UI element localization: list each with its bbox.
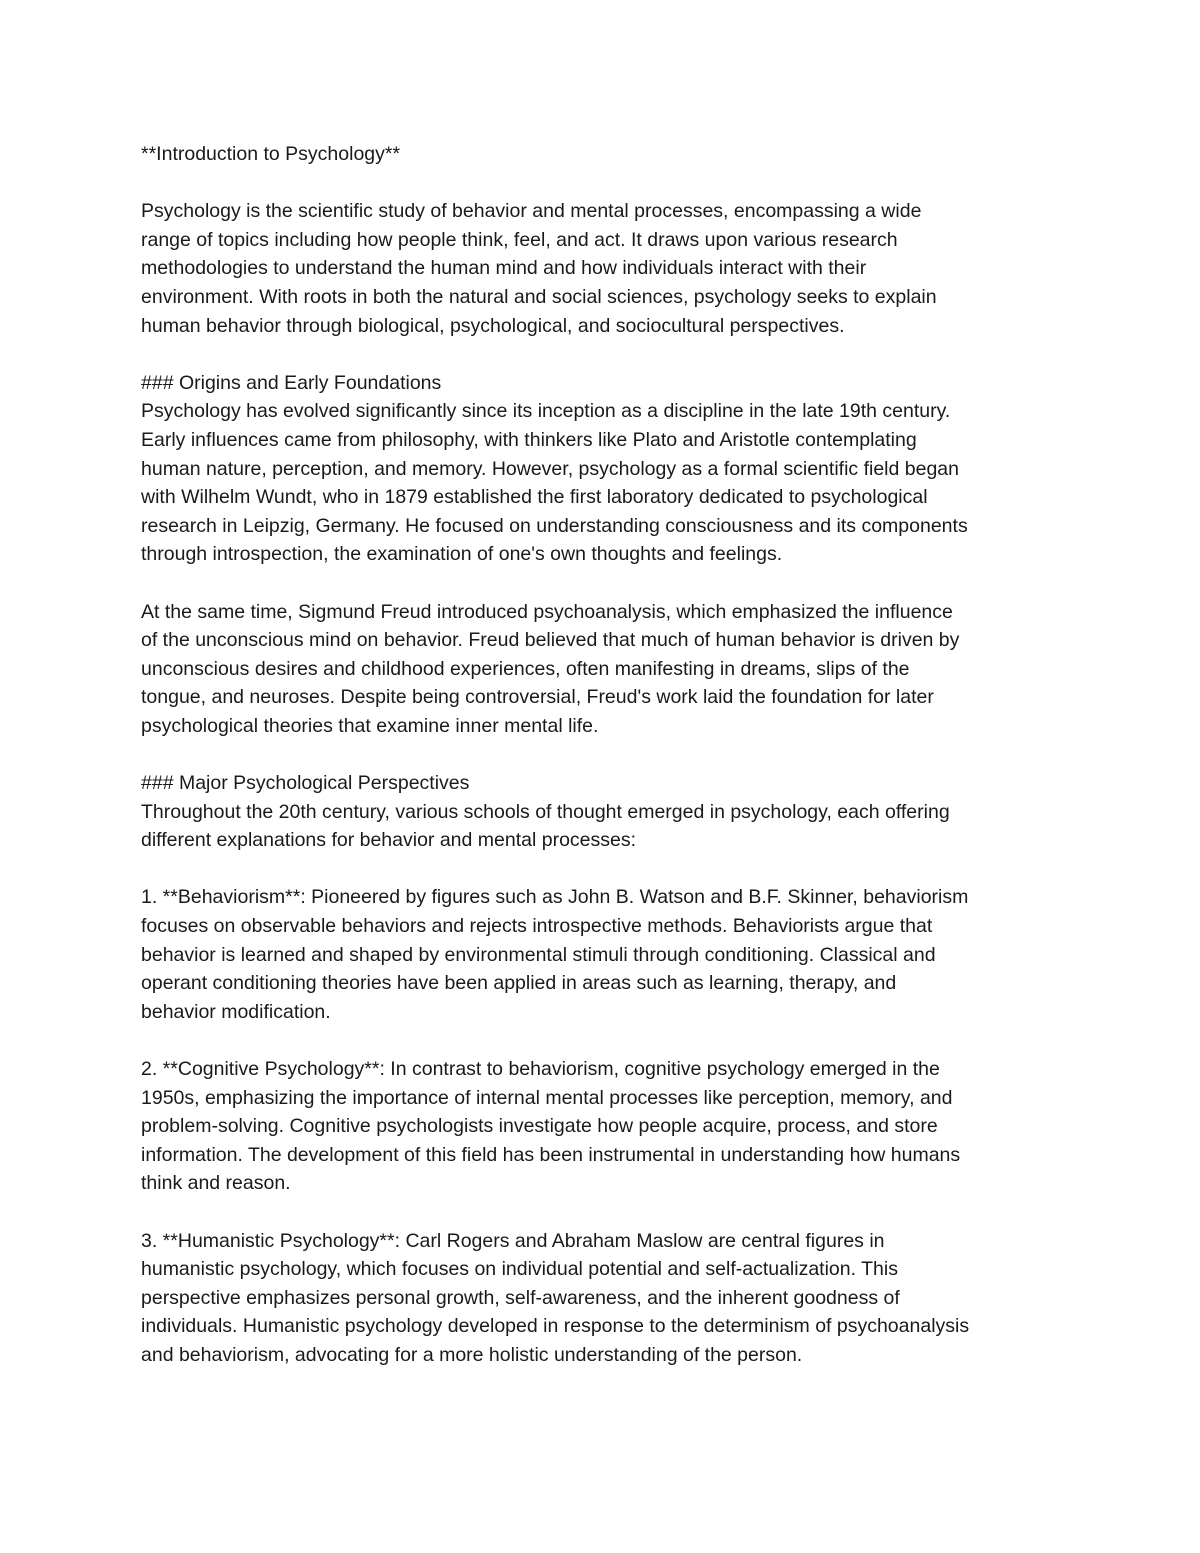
text-line: behavior modification. bbox=[141, 1000, 331, 1023]
text-line: 2. **Cognitive Psychology**: In contrast to behaviorism, cognitive psychology emerged in the bbox=[141, 1058, 940, 1080]
text-line: different explanations for behavior and mental processes: bbox=[141, 829, 637, 852]
text-line: Psychology has evolved significantly since its inception as a discipline in the late 19th century. bbox=[141, 400, 951, 423]
text-line: human behavior through biological, psychological, and sociocultural perspectives. bbox=[141, 314, 845, 337]
list-item-behaviorism bbox=[141, 883, 1076, 1026]
text-line: psychological theories that examine inner mental life. bbox=[141, 714, 599, 737]
text-line: Psychology is the scientific study of behavior and mental processes, encompassing a wide bbox=[141, 200, 922, 223]
text-line: Early influences came from philosophy, with thinkers like Plato and Aristotle contemplating bbox=[141, 428, 917, 451]
blank-line bbox=[141, 855, 1076, 884]
blank-line bbox=[141, 340, 1076, 369]
intro-paragraph bbox=[141, 197, 1076, 340]
list-item-cognitive bbox=[141, 1055, 1076, 1198]
text-line: focuses on observable behaviors and rejects introspective methods. Behaviorists argue that bbox=[141, 915, 933, 938]
blank-line bbox=[141, 1026, 1076, 1055]
text-line: individuals. Humanistic psychology developed in response to the determinism of psychoanalysis bbox=[141, 1315, 970, 1338]
text-line: research in Leipzig, Germany. He focused on understanding consciousness and its components bbox=[141, 514, 968, 537]
origins-paragraph-2 bbox=[141, 598, 1076, 741]
blank-line bbox=[141, 169, 1076, 198]
perspectives-heading bbox=[141, 769, 1076, 798]
text-line: 1. **Behaviorism**: Pioneered by figures such as John B. Watson and B.F. Skinner, behaviorism bbox=[141, 886, 969, 909]
origins-heading bbox=[141, 369, 1076, 398]
heading-line: ### Origins and Early Foundations bbox=[141, 371, 442, 394]
text-line: 1950s, emphasizing the importance of internal mental processes like perception, memory, and bbox=[141, 1086, 953, 1109]
text-line: problem-solving. Cognitive psychologists investigate how people acquire, process, and store bbox=[141, 1115, 938, 1138]
text-line: information. The development of this field has been instrumental in understanding how humans bbox=[141, 1143, 961, 1166]
text-line: humanistic psychology, which focuses on individual potential and self-actualization. This bbox=[141, 1258, 898, 1281]
text-line: behavior is learned and shaped by environmental stimuli through conditioning. Classical and bbox=[141, 943, 936, 966]
heading-line: ### Major Psychological Perspectives bbox=[141, 772, 470, 795]
text-line: of the unconscious mind on behavior. Freud believed that much of human behavior is driven by bbox=[141, 629, 960, 652]
text-line: unconscious desires and childhood experiences, often manifesting in dreams, slips of the bbox=[141, 657, 910, 680]
text-line: Throughout the 20th century, various schools of thought emerged in psychology, each offering bbox=[141, 800, 950, 823]
text-line: 3. **Humanistic Psychology**: Carl Rogers and Abraham Maslow are central figures in bbox=[141, 1229, 885, 1252]
text-line: think and reason. bbox=[141, 1172, 291, 1195]
text-line: through introspection, the examination of one's own thoughts and feelings. bbox=[141, 543, 783, 566]
text-line: with Wilhelm Wundt, who in 1879 established the first laboratory dedicated to psychological bbox=[141, 486, 928, 509]
perspectives-intro bbox=[141, 798, 1076, 855]
text-line: range of topics including how people think, feel, and act. It draws upon various research bbox=[141, 228, 898, 251]
list-item-humanistic bbox=[141, 1227, 1076, 1370]
title-line: **Introduction to Psychology** bbox=[141, 143, 401, 165]
text-line: tongue, and neuroses. Despite being controversial, Freud's work laid the foundation for later bbox=[141, 686, 934, 709]
text-line: methodologies to understand the human mind and how individuals interact with their bbox=[141, 257, 867, 280]
blank-line bbox=[141, 569, 1076, 598]
text-line: operant conditioning theories have been applied in areas such as learning, therapy, and bbox=[141, 972, 897, 995]
document-title bbox=[141, 140, 1076, 169]
document-body bbox=[141, 140, 1076, 1370]
blank-line bbox=[141, 740, 1076, 769]
blank-line bbox=[141, 1198, 1076, 1227]
text-line: perspective emphasizes personal growth, self-awareness, and the inherent goodness of bbox=[141, 1286, 900, 1309]
text-line: and behaviorism, advocating for a more holistic understanding of the person. bbox=[141, 1343, 803, 1366]
origins-paragraph-1 bbox=[141, 397, 1076, 569]
text-line: human nature, perception, and memory. However, psychology as a formal scientific field began bbox=[141, 457, 959, 480]
text-line: At the same time, Sigmund Freud introduced psychoanalysis, which emphasized the influence bbox=[141, 600, 953, 623]
text-line: environment. With roots in both the natural and social sciences, psychology seeks to explain bbox=[141, 285, 937, 308]
